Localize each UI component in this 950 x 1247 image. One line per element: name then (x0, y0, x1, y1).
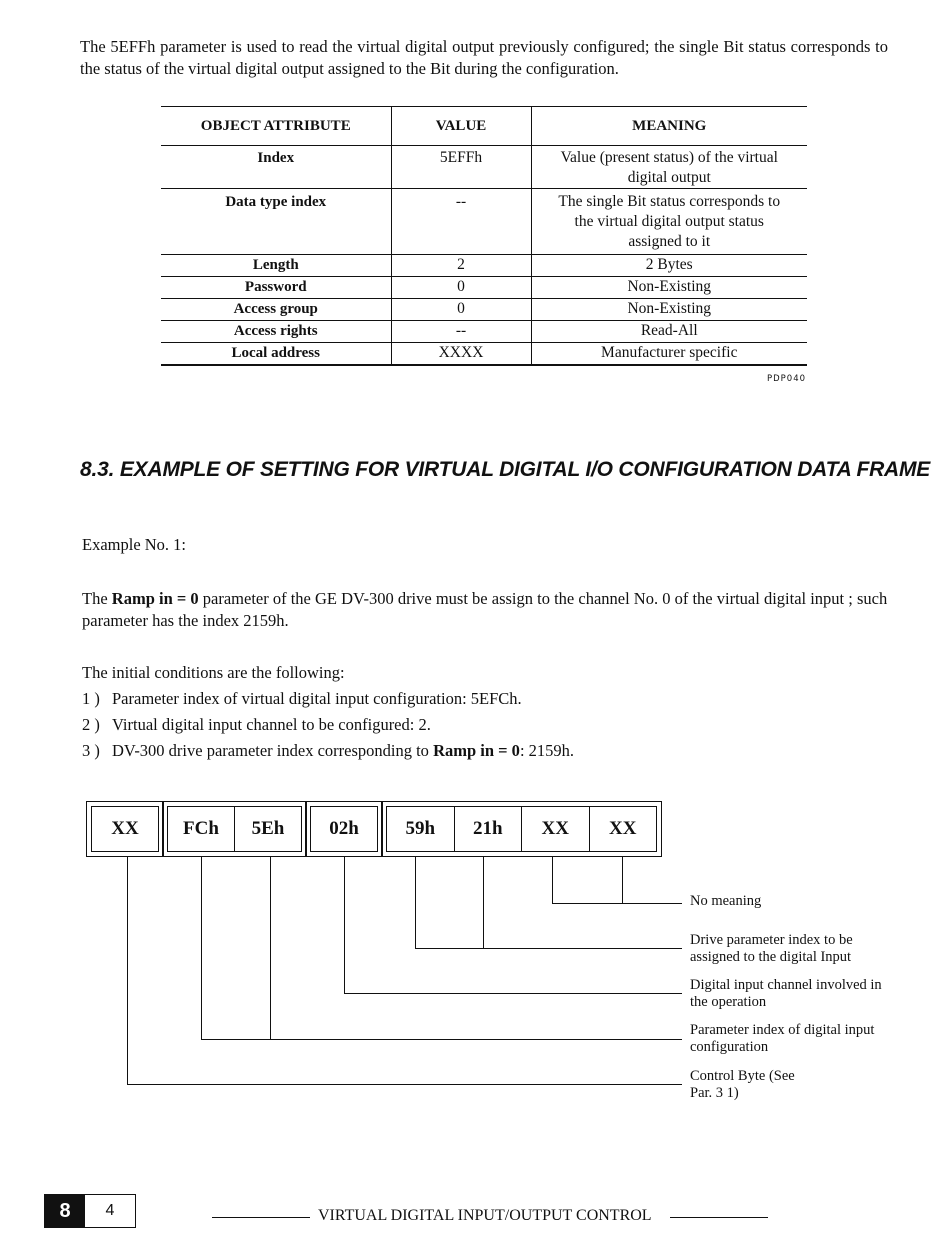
frame-byte: XX (521, 807, 589, 851)
row-attribute: Access group (161, 299, 391, 321)
page-number-box (44, 1194, 136, 1228)
frame-byte: 21h (454, 807, 522, 851)
row-meaning: Read-All (531, 321, 807, 343)
row-meaning: Non-Existing (531, 299, 807, 321)
frame-byte: 59h (405, 818, 436, 839)
connector-line (344, 857, 345, 993)
label-no-meaning: No meaning (690, 893, 762, 909)
row-meaning: The single Bit status corresponds to the virtual digital output status assigned to it (531, 189, 807, 255)
ramp-paragraph (82, 588, 890, 632)
row-meaning: Value (present status) of the virtual digital output (531, 146, 807, 189)
frame-byte: XX (111, 818, 139, 839)
row-meaning: Manufacturer specific (531, 343, 807, 365)
footer-rule-left (212, 1217, 310, 1218)
label-drive-parameter-index: Drive parameter index to be assigned to the digital Input (690, 932, 853, 965)
header-value: VALUE (391, 107, 531, 146)
row-value: XXXX (391, 343, 531, 365)
list-item (82, 714, 431, 736)
intro-paragraph: The 5EFFh parameter is used to read the virtual digital output previously configured; the single Bit status corresponds to the status of the virtual digital output assigned to the Bit during the configuration. (80, 37, 888, 78)
table-header-row (161, 107, 807, 146)
ramp-text-bold: Ramp in = 0 (111, 589, 199, 608)
list-item-text: Parameter index of virtual digital input configuration: 5EFCh. (112, 689, 522, 708)
list-item-number: 2 ) (82, 715, 100, 734)
ramp-text-before: The (82, 589, 112, 608)
connector-line (415, 857, 416, 948)
header-meaning: MEANING (531, 107, 807, 146)
frame-byte: XX (589, 807, 657, 851)
footer-rule-right (670, 1217, 768, 1218)
connector-line (344, 993, 682, 994)
table-code: PDP040 (767, 374, 807, 384)
label-parameter-index-config: Parameter index of digital input configuration (690, 1022, 875, 1055)
ramp-text-after: parameter of the GE DV-300 drive must be assign to the channel No. 0 of the virtual digital input ; such parameter has the index 2159h. (82, 589, 888, 630)
row-value: -- (391, 189, 531, 255)
frame-byte: FCh (183, 818, 219, 839)
table-row (161, 343, 807, 365)
list-item-bold: Ramp in = 0 (433, 741, 520, 760)
frame-group-control (86, 801, 164, 857)
row-attribute: Local address (161, 343, 391, 365)
example-label: Example No. 1: (82, 535, 187, 554)
chapter-number: 8 (45, 1195, 85, 1227)
connector-line (622, 857, 623, 903)
table-row (161, 277, 807, 299)
row-attribute: Length (161, 255, 391, 277)
connector-line (415, 948, 682, 949)
row-attribute: Data type index (161, 189, 391, 255)
list-item-tail: : 2159h. (519, 741, 575, 760)
connector-line (552, 857, 553, 903)
row-attribute: Access rights (161, 321, 391, 343)
row-value: 5EFFh (391, 146, 531, 189)
table-row (161, 255, 807, 277)
object-attribute-table (161, 106, 807, 366)
initial-conditions-label: The initial conditions are the following: (82, 663, 345, 682)
table-row (161, 299, 807, 321)
label-digital-input-channel: Digital input channel involved in the operation (690, 977, 882, 1010)
frame-group-data (381, 801, 662, 857)
table-row (161, 146, 807, 189)
frame-byte: 5Eh (234, 807, 301, 851)
connector-line (483, 857, 484, 948)
row-attribute: Index (161, 146, 391, 189)
header-object-attribute: OBJECT ATTRIBUTE (161, 107, 391, 146)
connector-line (127, 857, 128, 1084)
list-item-number: 3 ) (82, 741, 100, 760)
row-value: 0 (391, 277, 531, 299)
list-item-text: DV-300 drive parameter index corresponding to (112, 741, 434, 760)
frame-byte: 02h (329, 818, 359, 839)
connector-line (201, 1039, 682, 1040)
footer-title: VIRTUAL DIGITAL INPUT/OUTPUT CONTROL (318, 1207, 652, 1224)
section-title: 8.3. EXAMPLE OF SETTING FOR VIRTUAL DIGITAL I/O CONFIGURATION DATA FRAME (80, 458, 931, 481)
connector-line (552, 903, 682, 904)
row-value: -- (391, 321, 531, 343)
page-number: 4 (105, 1202, 115, 1219)
table-row (161, 321, 807, 343)
row-value: 2 (391, 255, 531, 277)
row-value: 0 (391, 299, 531, 321)
list-item (82, 688, 522, 710)
row-meaning: Non-Existing (531, 277, 807, 299)
list-item-number: 1 ) (82, 689, 100, 708)
connector-line (127, 1084, 682, 1085)
row-meaning: 2 Bytes (531, 255, 807, 277)
connector-line (201, 857, 202, 1039)
row-attribute: Password (161, 277, 391, 299)
connector-line (270, 857, 271, 1039)
frame-group-index (162, 801, 307, 857)
list-item-text: Virtual digital input channel to be configured: 2. (112, 715, 431, 734)
frame-group-channel (305, 801, 383, 857)
label-control-byte: Control Byte (See Par. 3 1) (690, 1068, 795, 1101)
table-row (161, 189, 807, 255)
list-item (82, 740, 574, 762)
